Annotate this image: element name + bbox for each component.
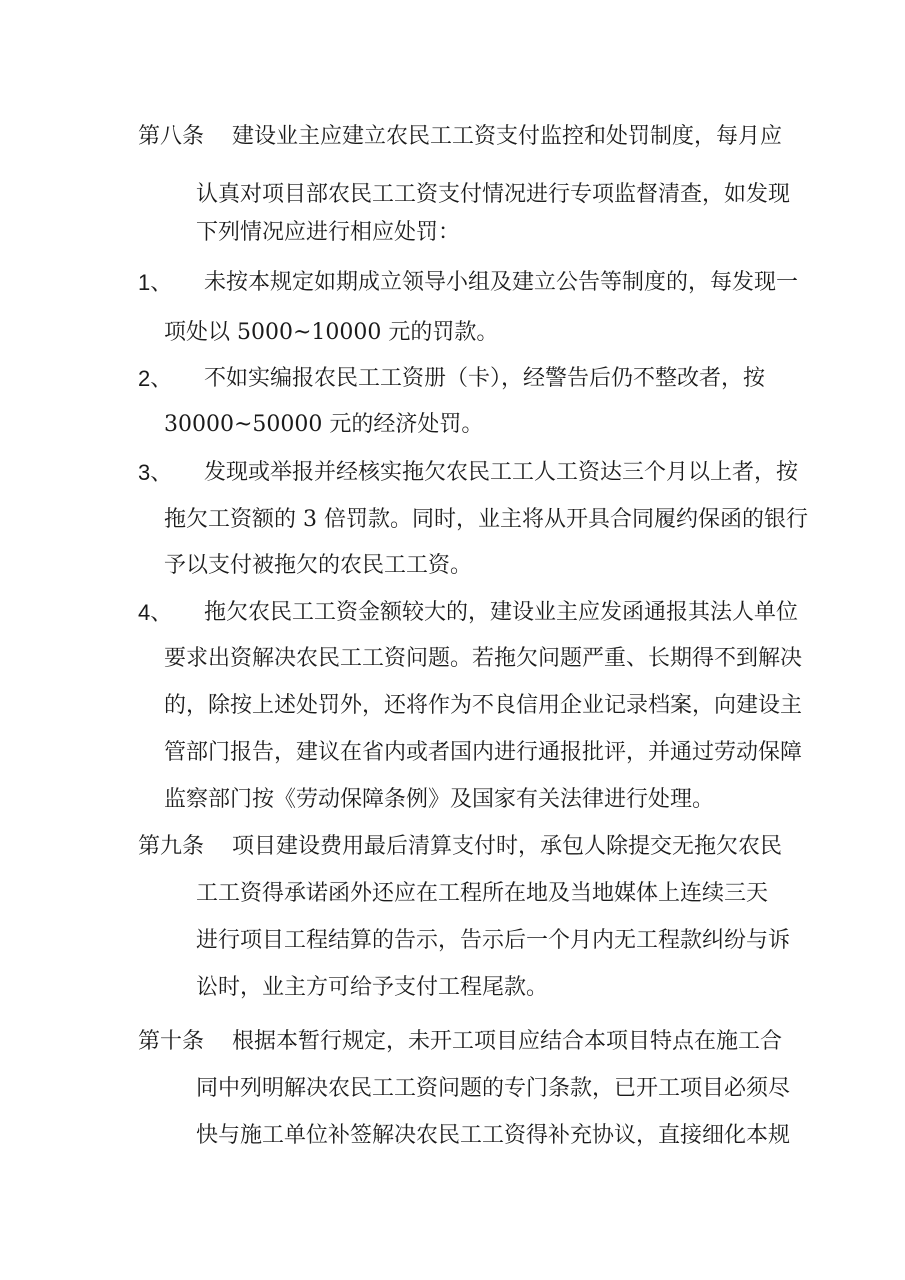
item-1-line-1: 未按本规定如期成立领导小组及建立公告等制度的，每发现一 — [204, 270, 799, 295]
item-4-number: 4、 — [138, 600, 173, 625]
article-10-line-2: 同中列明解决农民工工资问题的专门条款，已开工项目必须尽 — [196, 1076, 791, 1101]
item-4-line-2: 要求出资解决农民工工资问题。若拖欠问题严重、长期得不到解决 — [164, 646, 803, 671]
item-1-line-2: 项处以 5000~10000 元的罚款。 — [164, 320, 499, 345]
item-1-number: 1、 — [138, 270, 173, 295]
article-9-line-2: 工工资得承诺函外还应在工程所在地及当地媒体上连续三天 — [196, 881, 769, 906]
item-3-line-1: 发现或举报并经核实拖欠农民工工人工资达三个月以上者，按 — [204, 460, 799, 485]
article-8-label: 第八条 — [138, 124, 205, 149]
article-8-line-3: 下列情况应进行相应处罚： — [196, 220, 461, 245]
article-8-line-1: 建设业主应建立农民工工资支付监控和处罚制度，每月应 — [232, 124, 783, 149]
article-9-line-1: 项目建设费用最后清算支付时，承包人除提交无拖欠农民 — [232, 834, 783, 859]
item-4-line-5: 监察部门按《劳动保障条例》及国家有关法律进行处理。 — [164, 787, 715, 812]
article-9-line-3: 进行项目工程结算的告示，告示后一个月内无工程款纠纷与诉 — [196, 928, 791, 953]
item-3-line-3: 予以支付被拖欠的农民工工资。 — [164, 553, 473, 578]
article-9-line-4: 讼时，业主方可给予支付工程尾款。 — [196, 975, 549, 1000]
article-10-line-1: 根据本暂行规定，未开工项目应结合本项目特点在施工合 — [232, 1029, 783, 1054]
item-2-line-1: 不如实编报农民工工资册（卡），经警告后仍不整改者，按 — [204, 366, 766, 391]
article-10-label: 第十条 — [138, 1029, 205, 1054]
item-4-line-1: 拖欠农民工工资金额较大的，建设业主应发函通报其法人单位 — [204, 600, 799, 625]
article-8-line-2: 认真对项目部农民工工资支付情况进行专项监督清查，如发现 — [196, 182, 791, 207]
item-2-line-2: 30000~50000 元的经济处罚。 — [164, 412, 484, 437]
article-9-label: 第九条 — [138, 834, 205, 859]
item-4-line-4: 管部门报告，建议在省内或者国内进行通报批评，并通过劳动保障 — [164, 740, 803, 765]
item-2-number: 2、 — [138, 366, 173, 391]
item-3-line-2: 拖欠工资额的 3 倍罚款。同时，业主将从开具合同履约保函的银行 — [164, 507, 808, 532]
article-10-line-3: 快与施工单位补签解决农民工工资得补充协议，直接细化本规 — [196, 1123, 791, 1148]
item-4-line-3: 的，除按上述处罚外，还将作为不良信用企业记录档案，向建设主 — [164, 693, 803, 718]
item-3-number: 3、 — [138, 460, 173, 485]
